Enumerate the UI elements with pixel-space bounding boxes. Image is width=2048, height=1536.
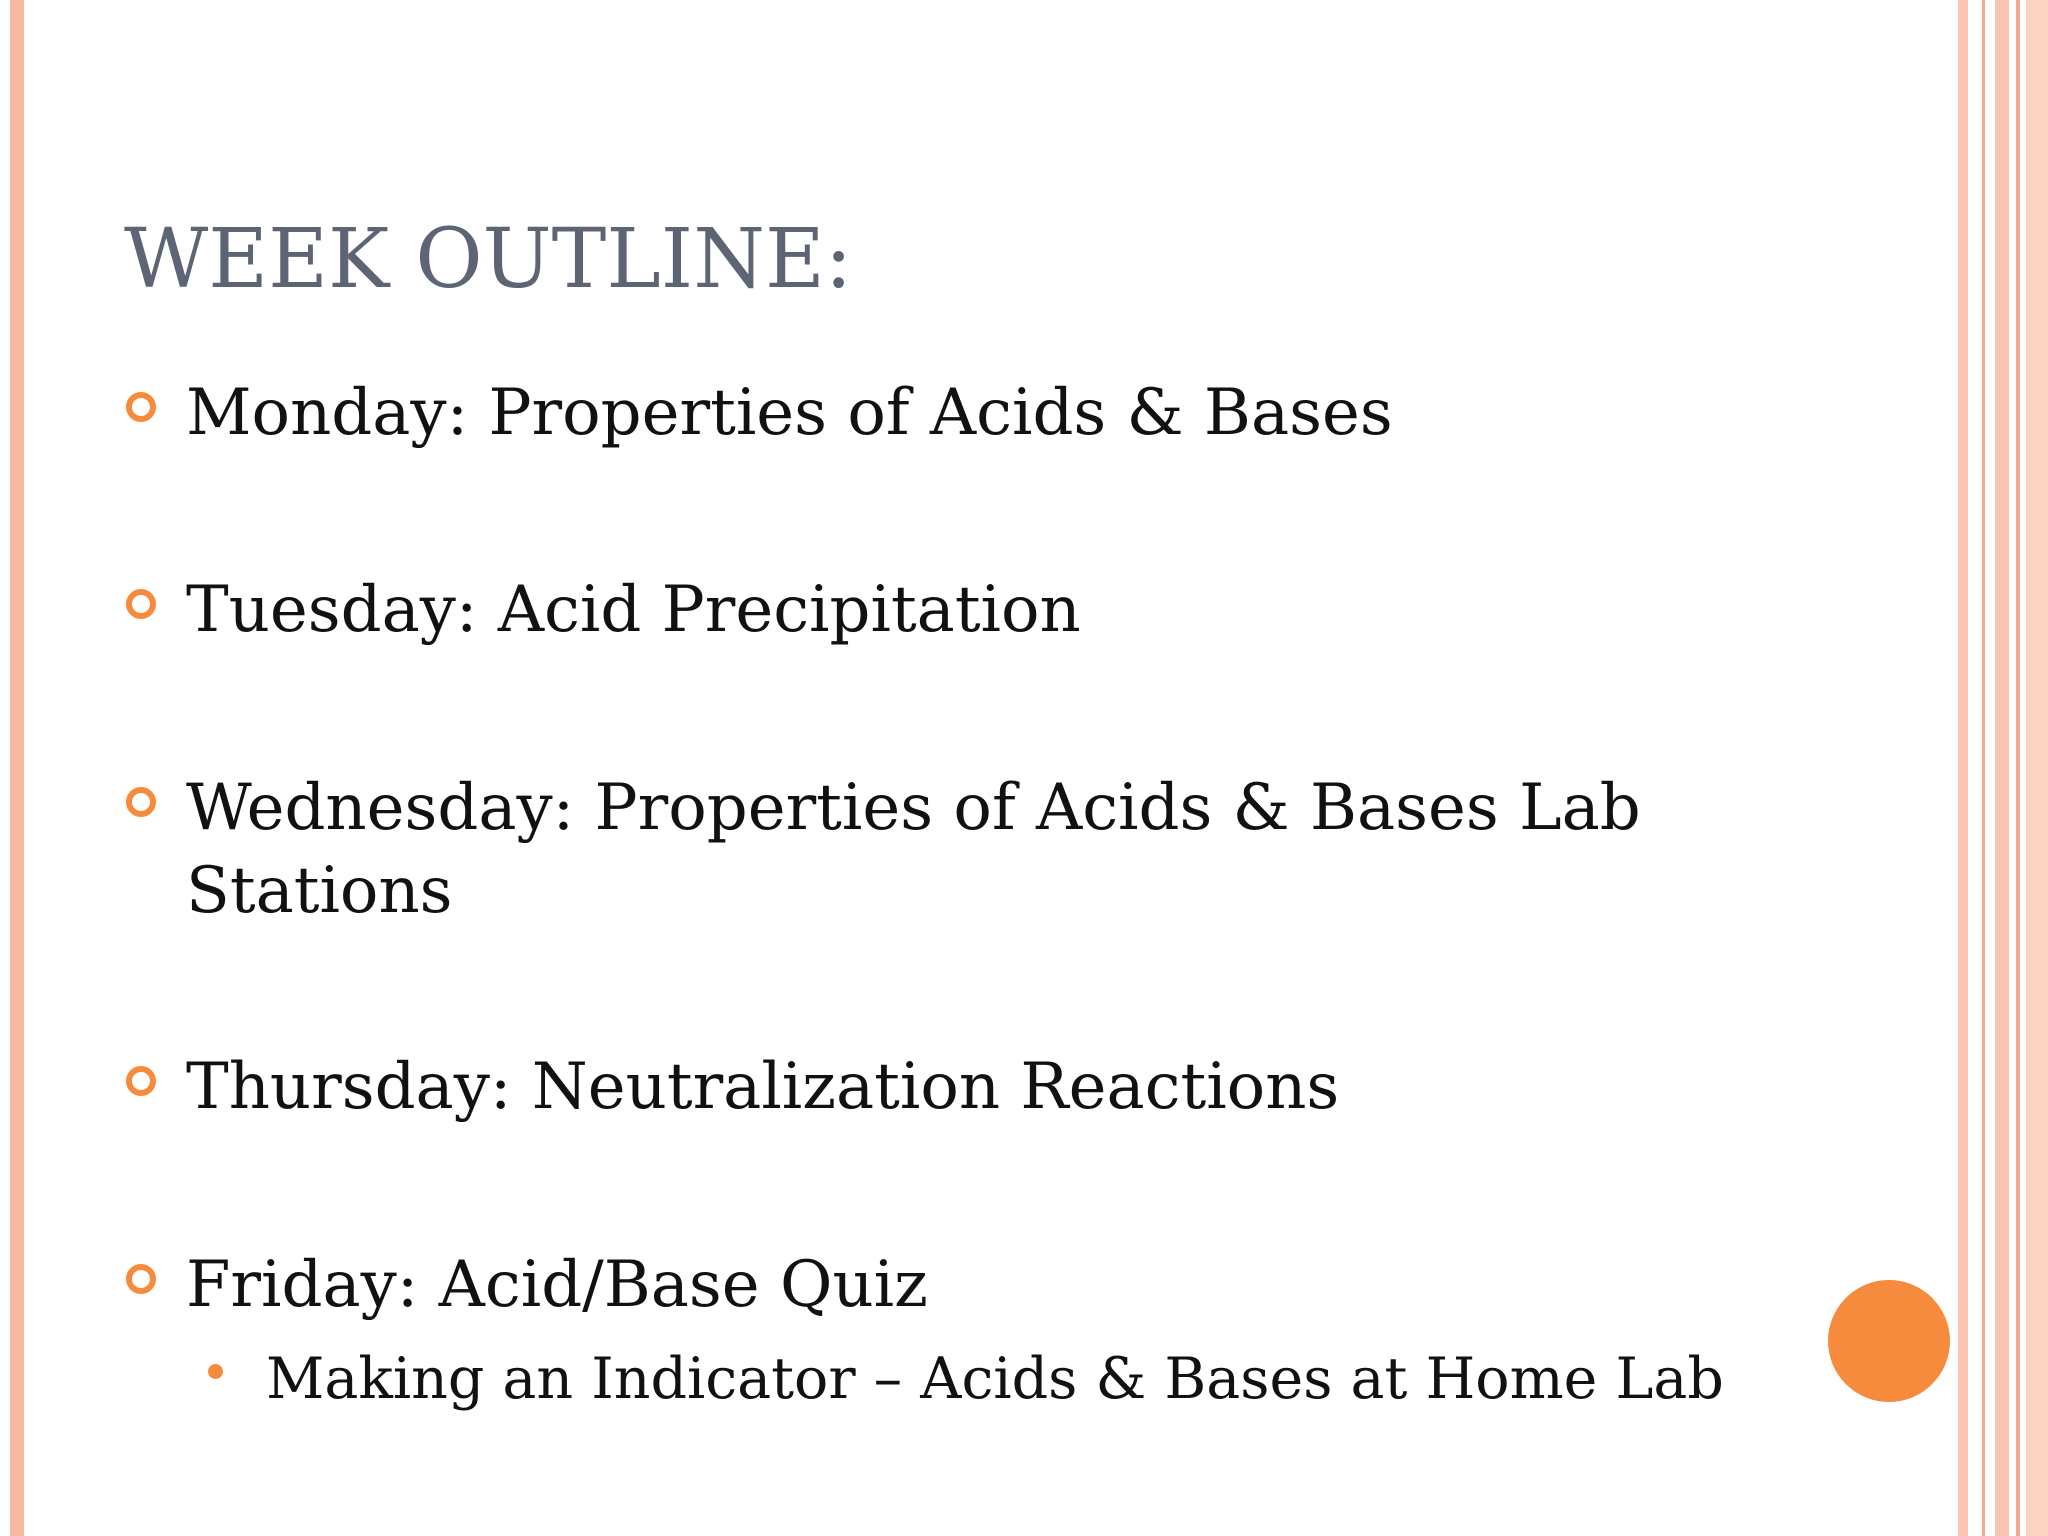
hollow-circle-bullet-icon: [126, 392, 156, 422]
hollow-circle-bullet-icon: [126, 1264, 156, 1294]
hollow-circle-bullet-icon: [126, 1066, 156, 1096]
right-border-stripe: [1958, 0, 1968, 1536]
list-item-tuesday: Tuesday: Acid Precipitation: [186, 573, 1081, 647]
list-item-wednesday: Wednesday: Properties of Acids & Bases Lab Stations: [186, 771, 1641, 928]
filled-dot-bullet-icon: [208, 1364, 223, 1379]
hollow-circle-bullet-icon: [126, 787, 156, 817]
right-border-stripe: [2026, 0, 2048, 1536]
right-border-stripe: [1982, 0, 1985, 1536]
list-item-thursday: Thursday: Neutralization Reactions: [186, 1050, 1340, 1124]
orange-circle-decoration-icon: [1828, 1280, 1950, 1402]
right-border-stripe: [2016, 0, 2020, 1536]
list-item-friday: Friday: Acid/Base Quiz: [186, 1248, 928, 1322]
left-border-stripe: [10, 0, 24, 1536]
right-border-stripe: [1995, 0, 2009, 1536]
hollow-circle-bullet-icon: [126, 589, 156, 619]
list-item-monday: Monday: Properties of Acids & Bases: [186, 376, 1393, 450]
sub-list-item-indicator-lab: Making an Indicator – Acids & Bases at Home Lab: [266, 1346, 1724, 1412]
slide-title: WEEK OUTLINE:: [124, 212, 853, 307]
